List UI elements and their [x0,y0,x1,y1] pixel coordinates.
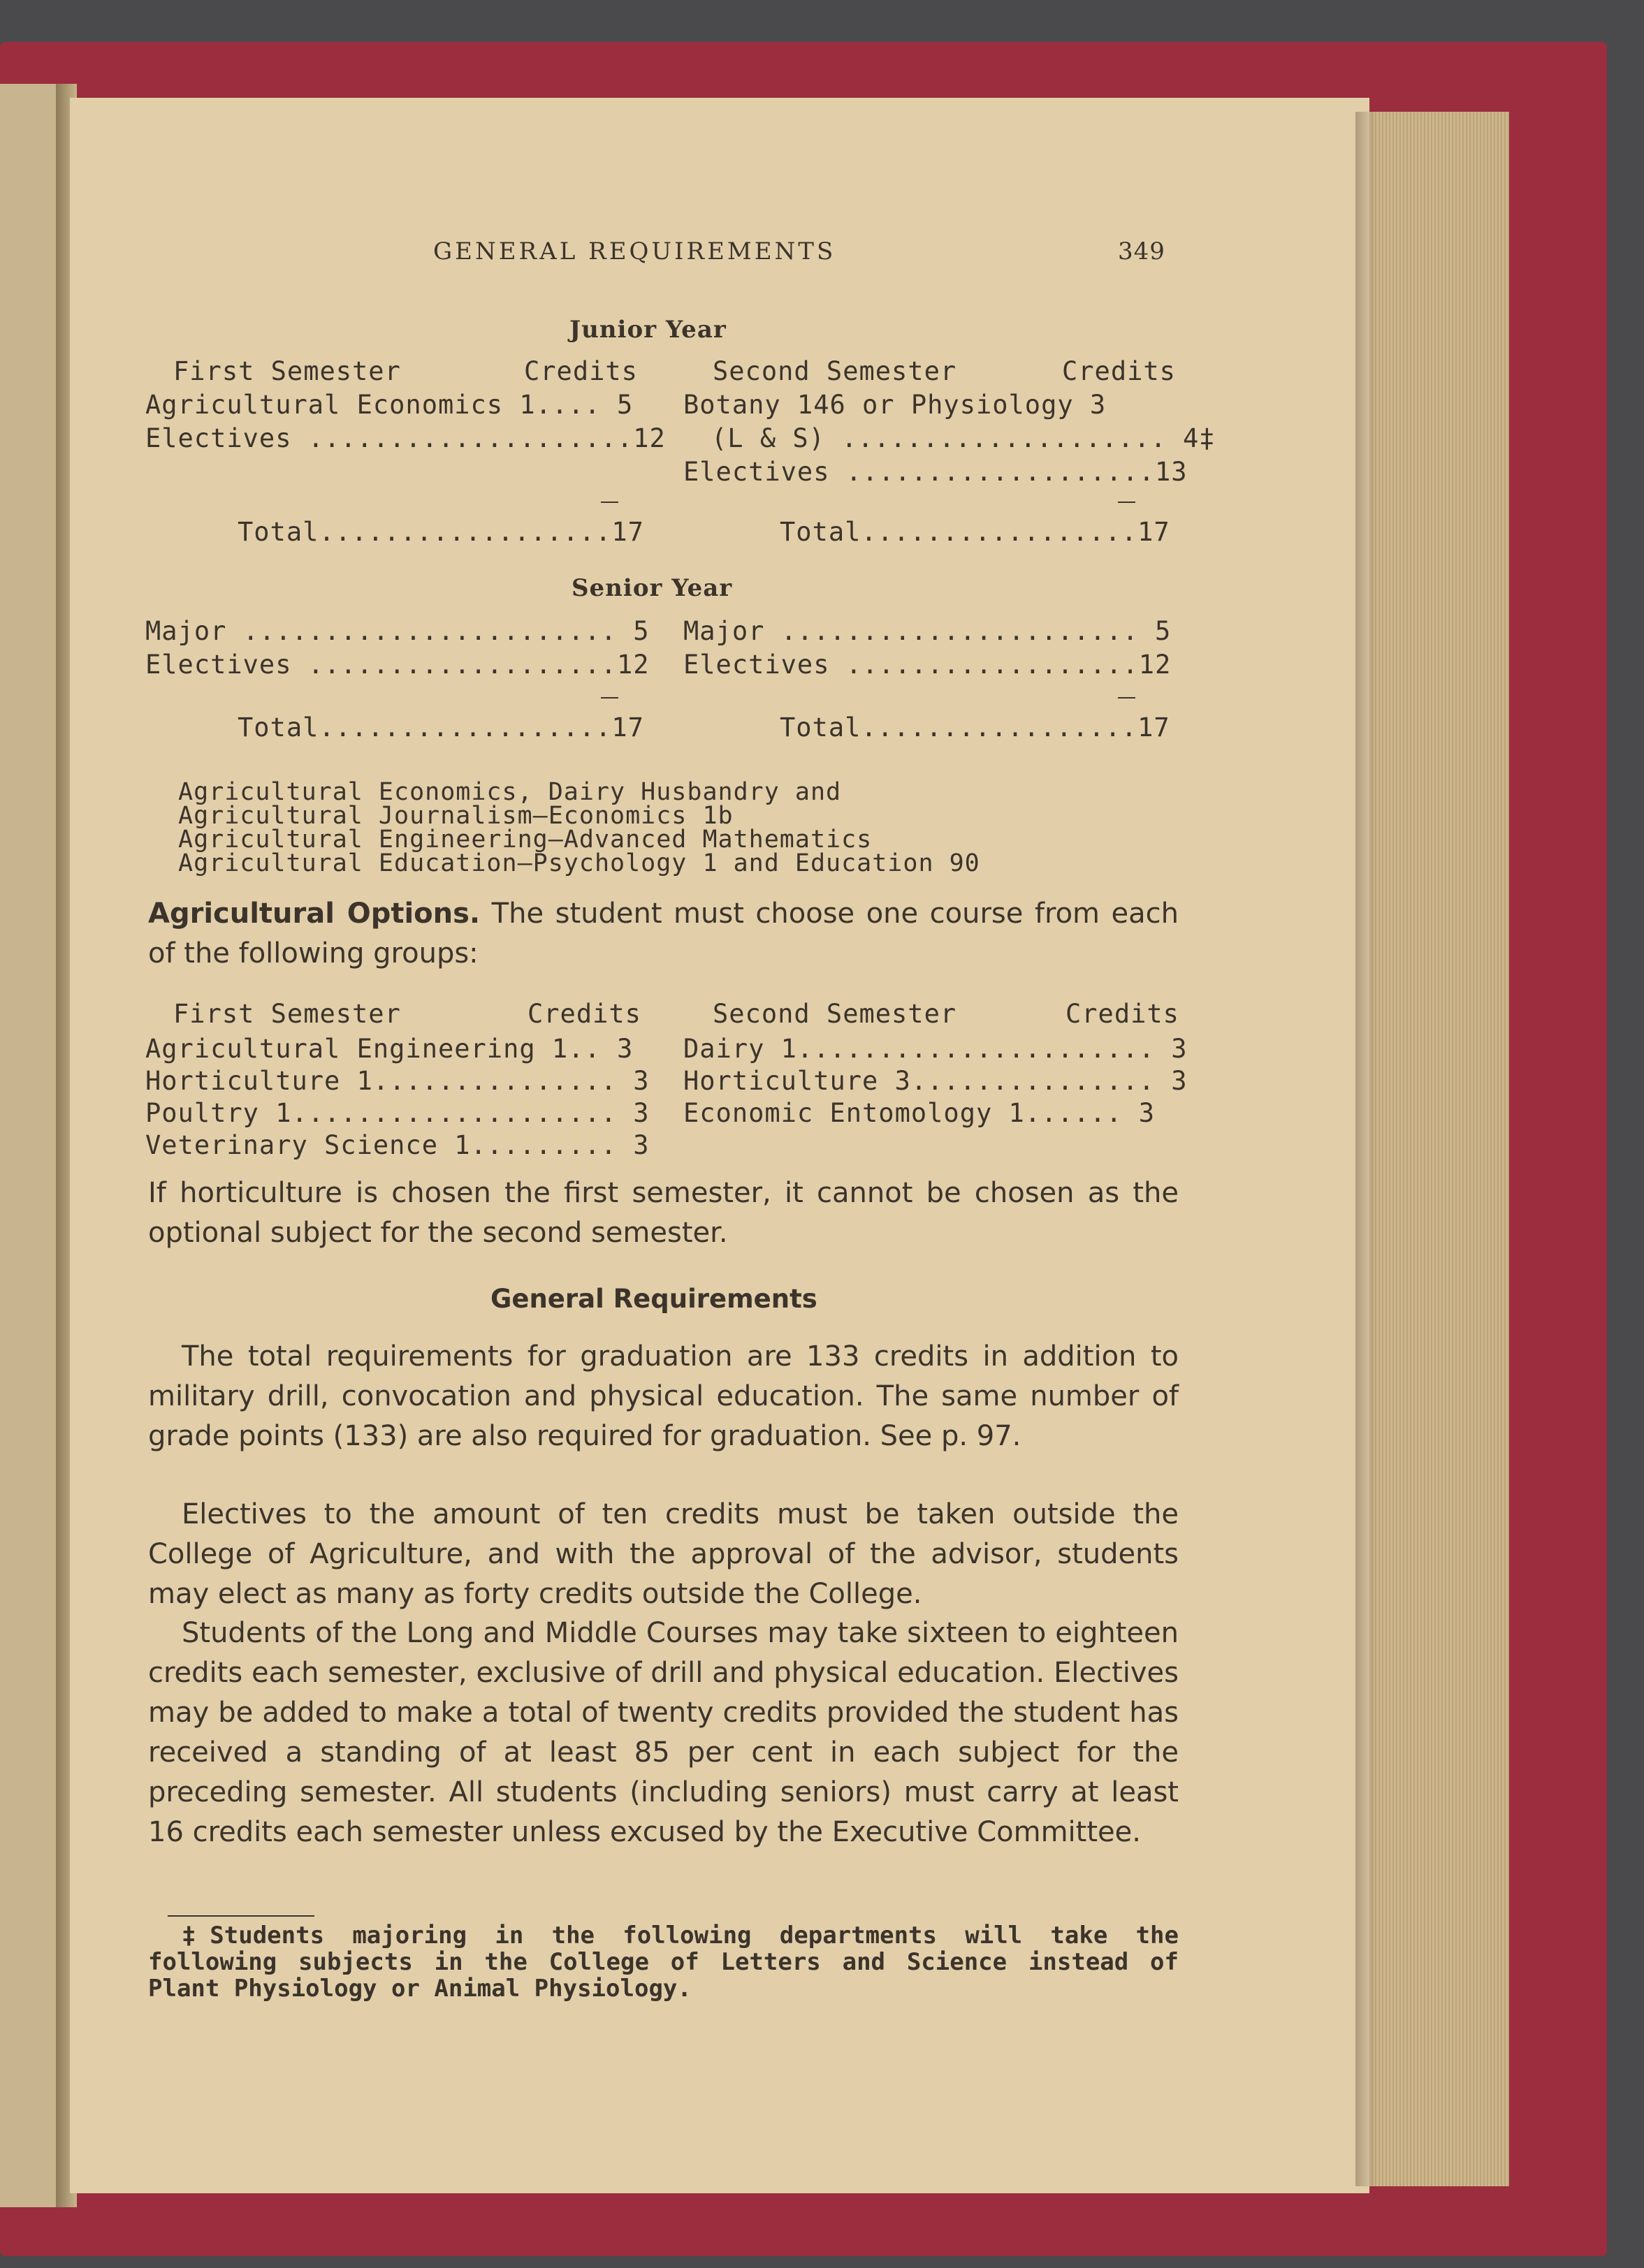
options-first-credits: Credits [528,999,641,1029]
options-text: The student must choose one course from each of the following groups: [148,898,1179,970]
options-paragraph [148,894,1179,974]
senior-first-row: Major ....................... 5 [145,616,650,646]
general-paragraph: Students of the Long and Middle Courses may take sixteen to eighteen credits each semester, exclusive of drill and physical education. Electives may be added to make a total of twenty credits provided the student has received a standing of at least 85 per cent in each subject for the preceding semester. All students (including seniors) must carry at least 16 credits each semester unless excused by the Executive Committee. [148,1617,1179,1848]
options-note: If horticulture is chosen the first semester, it cannot be chosen as the optional subject for the second semester. [148,1177,1179,1249]
options-first-header: First Semester [173,999,401,1029]
footnote-rule [168,1915,314,1917]
junior-second-credits: Credits [1062,356,1176,386]
junior-second-row: Electives ...................13 [683,457,1188,487]
junior-first-total: Total..................17 [238,517,644,547]
page-number: 349 [1118,237,1165,265]
senior-year-title: Senior Year [572,574,733,602]
general-paragraph: The total requirements for graduation are 133 credits in addition to military drill, convocation and physical education. The same number of grade points (133) are also required for graduation. See p. 97. [148,1340,1179,1452]
sum-rule [601,502,618,503]
senior-first-row: Electives ...................12 [145,650,650,680]
junior-first-row: Agricultural Economics 1.... 5 [145,390,634,420]
senior-second-row: Electives ..................12 [683,650,1172,680]
options-second-credits: Credits [1065,999,1179,1029]
department-line: Agricultural Economics, Dairy Husbandry and [178,778,842,806]
options-second-row: Economic Entomology 1...... 3 [683,1098,1156,1128]
junior-second-header: Second Semester [713,356,957,386]
sum-rule [601,697,618,698]
senior-first-total: Total..................17 [238,712,644,742]
options-first-row: Veterinary Science 1......... 3 [145,1130,650,1160]
senior-second-row: Major ...................... 5 [683,616,1172,646]
sum-rule [1118,502,1135,503]
options-second-header: Second Semester [713,999,957,1029]
options-first-row: Poultry 1.................... 3 [145,1098,650,1128]
options-second-row: Dairy 1...................... 3 [683,1034,1188,1064]
general-requirements-heading: General Requirements [490,1284,817,1314]
junior-second-total: Total.................17 [780,517,1170,547]
page-edge-shadow [1355,112,1376,2186]
page-stack [1355,112,1509,2186]
book-page [70,98,1369,2193]
junior-first-header: First Semester [173,356,401,386]
department-line: Agricultural Journalism—Economics 1b [178,802,734,830]
sum-rule [1118,697,1135,698]
options-second-row: Horticulture 3............... 3 [683,1066,1188,1096]
junior-first-row: Electives ....................12 [145,423,666,453]
junior-year-title: Junior Year [569,316,727,344]
junior-second-row: (L & S) .................... 4‡ [711,423,1216,453]
running-head-title: GENERAL REQUIREMENTS [433,237,836,265]
options-lead: Agricultural Options. [148,898,481,930]
department-line: Agricultural Engineering—Advanced Mathematics [178,826,873,854]
options-first-row: Agricultural Engineering 1.. 3 [145,1034,634,1064]
senior-second-total: Total.................17 [780,712,1170,742]
junior-first-credits: Credits [524,356,638,386]
junior-second-row: Botany 146 or Physiology 3 [683,390,1107,420]
options-first-row: Horticulture 1............... 3 [145,1066,650,1096]
department-line: Agricultural Education—Psychology 1 and Education 90 [178,849,980,877]
general-paragraph: Electives to the amount of ten credits must be taken outside the College of Agriculture, and with the approval of the advisor, students may elect as many as forty credits outside the College. [148,1498,1179,1610]
footnote: ‡Students majoring in the following departments will take the following subjects in the College of Letters and Science instead of Plant Physiology or Animal Physiology. [148,1922,1179,2003]
